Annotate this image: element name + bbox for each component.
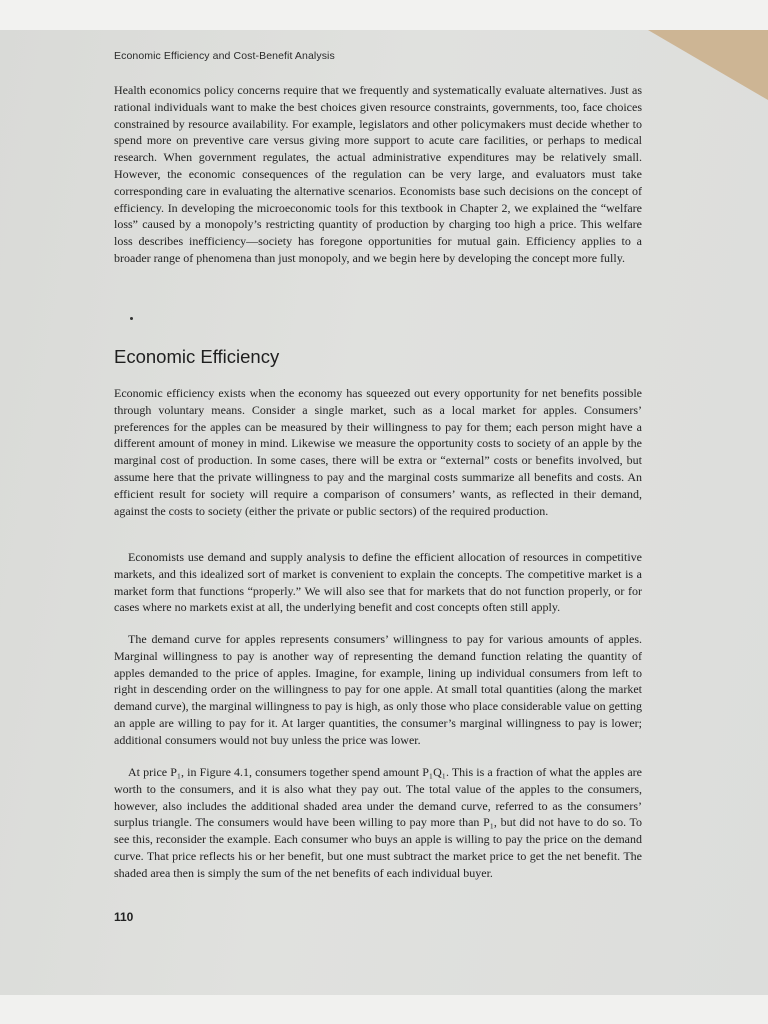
- running-head: Economic Efficiency and Cost-Benefit Analysis: [114, 50, 335, 62]
- body-paragraph-2: Economists use demand and supply analysis to define the efficient allocation of resources in competitive markets, and this idealized sort of market is convenient to explain the concepts. The competitive market is a market form that functions “properly.” We will also see that for markets that do not function properly, or for cases where no markets exist at all, the underlying benefit and cost concepts often still apply.: [114, 550, 642, 615]
- top-background: [0, 0, 768, 30]
- section-title: Economic Efficiency: [114, 346, 280, 367]
- bottom-background: [0, 995, 768, 1024]
- page-number: 110: [114, 910, 134, 924]
- body-paragraph-3: The demand curve for apples represents consumers’ willingness to pay for various amounts of apples. Marginal willingness to pay is another way of representing the demand function relating the quantity of apples demanded to the price of apples. Imagine, for example, lining up individual consumers from left to right in descending order on the willingness to pay for one apple. At small total quantities (along the market demand curve), the marginal willingness to pay is high, as only those who place considerable value on getting an apple are willing to pay for it. At larger quantities, the consumer’s marginal willingness to pay is lower; additional consumers would not buy unless the price was lower.: [114, 632, 642, 747]
- intro-paragraph: Health economics policy concerns require that we frequently and systematically evaluate alternatives. Just as rational individuals want to make the best choices given resource constraints, governments, too, face choices constrained by resource availability. For example, legislators and other policymakers must decide whether to spend more on preventive care versus giving more support to acute care facilities, or perhaps to medical research. When government regulates, the actual administrative expenditures may be relatively small. However, the economic consequences of the regulation can be very large, and evaluators must take corresponding care in evaluating the alternative scenarios. Economists base such decisions on the concept of efficiency. In developing the microeconomic tools for this textbook in Chapter 2, we explained the “welfare loss” caused by a monopoly’s restricting quantity of production by charging too high a price. This welfare loss describes inefficiency—society has foregone opportunities for mutual gain. Efficiency applies to a broader range of phenomena than just monopoly, and we begin here by developing the concept more fully.: [114, 83, 642, 265]
- stray-mark: [130, 317, 133, 320]
- page-corner-shadow: [648, 30, 768, 100]
- body-paragraph-1: Economic efficiency exists when the economy has squeezed out every opportunity for net benefits possible through voluntary means. Consider a single market, such as a local market for apples. Consumers’ preferences for the apples can be measured by their willingness to pay for them; each person might have a different amount of money in mind. Likewise we measure the opportunity costs to society of an apple by the marginal cost of production. In some cases, there will be extra or “external” costs or benefits involved, but assume here that the private willingness to pay and the marginal costs summarize all benefits and costs. An efficient result for society will require a comparison of consumers’ wants, as reflected in their demand, against the costs to society (either the private or public sectors) of the required production.: [114, 386, 642, 518]
- body-paragraph-4: At price P₁, in Figure 4.1, consumers together spend amount P₁Q₁. This is a fraction of what the apples are worth to the consumers, and it is also what they pay out. The total value of the apples to the consumers, however, also includes the additional shaded area under the demand curve, referred to as the consumers’ surplus triangle. The consumers would have been willing to pay more than P₁, but did not have to do so. To see this, reconsider the example. Each consumer who buys an apple is willing to pay the price on the demand curve. That price reflects his or her benefit, but one must subtract the market price to get the net benefit. The shaded area then is simply the sum of the net benefits of each individual buyer.: [114, 765, 642, 880]
